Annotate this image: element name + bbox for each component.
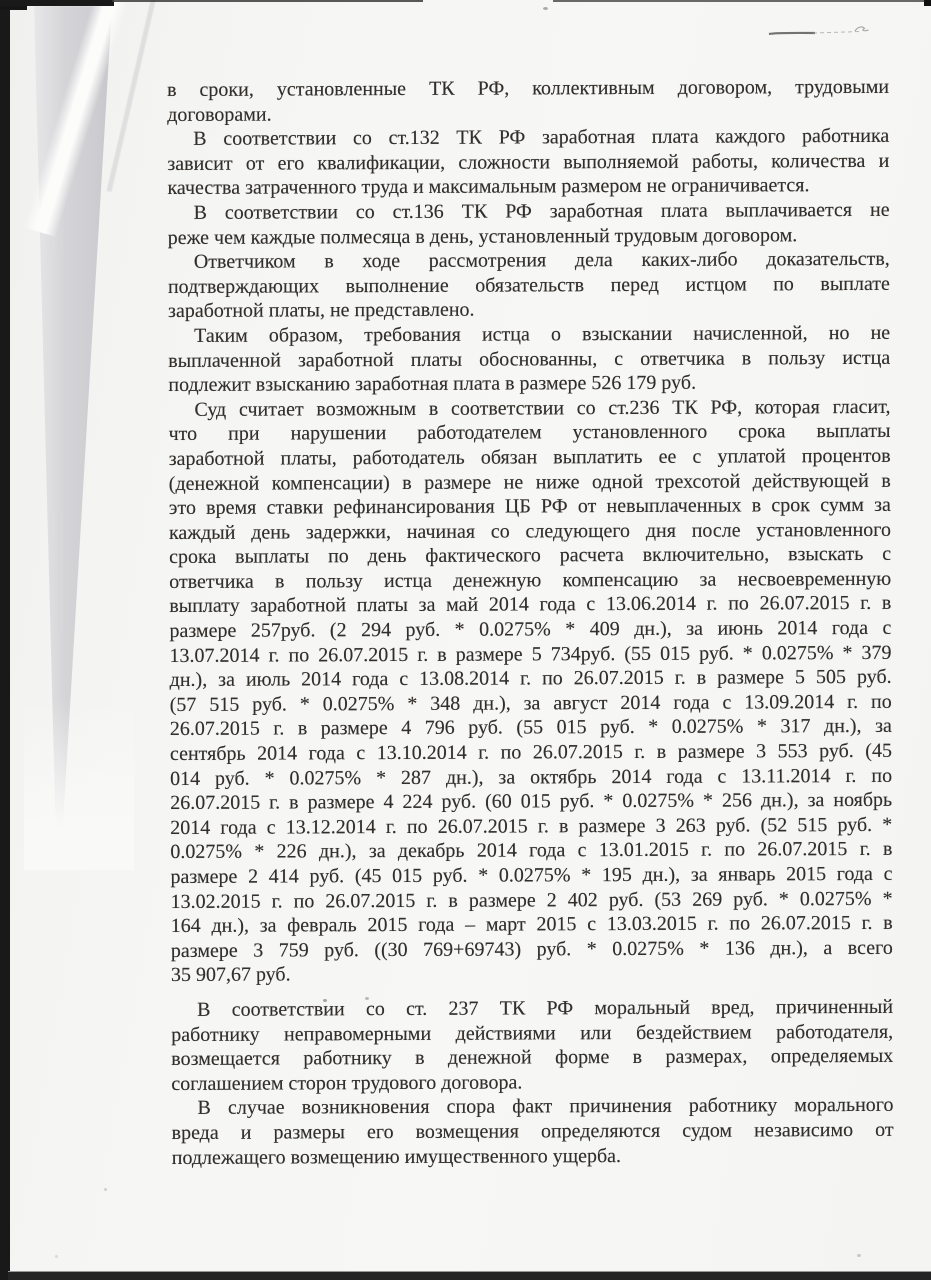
text-line: заработной платы, не представлено.: [167, 299, 475, 323]
text-line: что при нарушении работодателем установленного срока выплаты: [168, 420, 891, 446]
text-line: В случае возникновения спора факт причинения работнику морального: [197, 1094, 894, 1120]
scanner-corner-mark: [924, 0, 931, 6]
text-line: В соответствии со ст.132 ТК РФ заработная плата каждого работника: [193, 125, 890, 151]
text-line: дн.), за июль 2014 года с 13.08.2014 г. по 26.07.2015 г. в размере 5 505 руб.: [169, 666, 892, 692]
text-line: это время ставки рефинансирования ЦБ РФ от невыплаченных в срок сумм за: [168, 493, 891, 520]
text-line: 0.0275% * 226 дн.), за декабрь 2014 года с 13.01.2015 г. по 26.07.2015 г. в: [170, 838, 893, 864]
text-line: качества затраченного труда и максимальным размером не ограничивается.: [167, 174, 810, 200]
text-line: 26.07.2015 г. в размере 4 796 руб. (55 015 руб. * 0.0275% * 317 дн.), за: [169, 715, 892, 741]
text-line: соглашением сторон трудового договора.: [171, 1071, 523, 1095]
ink-speck: [104, 1188, 107, 1191]
text-line: Суд считает возможным в соответствии со ст.236 ТК РФ, которая гласит,: [194, 395, 891, 421]
text-line: подтверждающих выполнение обязательств перед истцом по выплате: [167, 272, 890, 298]
text-line: 014 руб. * 0.0275% * 287 дн.), за октябрь 2014 года с 13.11.2014 г. по: [170, 764, 893, 790]
pencil-smudge-mark: [763, 22, 883, 40]
text-line: В соответствии со ст.136 ТК РФ заработная плата выплачивается не: [193, 198, 890, 224]
text-line: выплату заработной платы за май 2014 года с 13.06.2014 г. по 26.07.2015 г. в: [169, 592, 892, 618]
text-line: выплаченной заработной платы обоснованны, с ответчика в пользу истца: [168, 346, 891, 372]
text-line: ответчика в пользу истца денежную компенсацию за несвоевременную: [169, 567, 892, 593]
scanner-edge-bottom: [8, 1271, 931, 1280]
text-line: 164 дн.), за февраль 2015 года – март 2015 с 13.03.2015 г. по 26.07.2015 г. в: [170, 912, 893, 938]
ink-speck: [543, 7, 548, 10]
ink-speck: [857, 1254, 861, 1257]
text-line: заработной платы, работодатель обязан выплатить ее с уплатой процентов: [168, 444, 891, 470]
ink-speck: [55, 1255, 58, 1258]
text-line: (57 515 руб. * 0.0275% * 348 дн.), за август 2014 года с 13.09.2014 г. по: [169, 690, 892, 716]
paragraph: [167, 124, 889, 201]
text-line: в сроки, установленные ТК РФ, коллективным договором, трудовыми: [167, 75, 890, 101]
text-line: (денежной компенсации) в размере не ниже одной трехсотой действующей в: [168, 469, 891, 495]
text-line: работнику неправомерными действиями или бездействием работодателя,: [171, 1020, 894, 1046]
text-line: размере 3 759 руб. ((30 769+69743) руб. * 0.0275% * 136 дн.), а всего: [170, 936, 893, 962]
text-line: каждый день задержки, начиная со следующего дня после установленного: [168, 518, 892, 544]
text-line: подлежащего возмещению имущественного ущерба.: [171, 1144, 622, 1169]
text-line: 2014 года с 13.12.2014 г. по 26.07.2015 г. в размере 3 263 руб. (52 515 руб. *: [170, 813, 893, 839]
text-line: Таким образом, требования истца о взыскании начисленной, но не: [194, 321, 891, 347]
text-line: 26.07.2015 г. в размере 4 224 руб. (60 015 руб. * 0.0275% * 256 дн.), за ноябрь: [170, 789, 893, 815]
paragraph: [171, 995, 893, 1097]
scanner-edge-left: [0, 0, 10, 1280]
paragraph: [167, 75, 889, 127]
text-line: реже чем каждые полмесяца в день, установленный трудовым договором.: [167, 223, 798, 249]
paragraph: [168, 321, 890, 398]
paragraph: [171, 1093, 893, 1170]
paragraph: [168, 395, 893, 988]
text-line: зависит от его квалификации, сложности выполняемой работы, количества и: [167, 149, 890, 175]
scanner-topline-right: [553, 0, 931, 2]
text-line: Ответчиком в ходе рассмотрения дела каких-либо доказательств,: [193, 248, 890, 274]
scanner-topline-left: [112, 0, 423, 2]
text-line: подлежит взысканию заработная плата в размере 526 179 руб.: [168, 371, 697, 397]
underlay-fade: [24, 700, 134, 870]
text-line: срока выплаты по день фактического расчета включительно, взыскать с: [169, 543, 892, 569]
text-line: договорами.: [167, 103, 272, 126]
text-line: размере 257руб. (2 294 руб. * 0.0275% * 409 дн.), за июнь 2014 года с: [169, 616, 892, 643]
text-line: вреда и размеры его возмещения определяются судом независимо от: [171, 1118, 894, 1144]
text-line: размере 2 414 руб. (45 015 руб. * 0.0275% * 195 дн.), за январь 2015 года с: [170, 862, 893, 888]
text-line: В соответствии со ст. 237 ТК РФ моральный вред, причиненный: [197, 995, 894, 1021]
text-line: 13.02.2015 г. по 26.07.2015 г. в размере 2 402 руб. (53 269 руб. * 0.0275% *: [170, 887, 893, 913]
scanner-edge-top: [0, 0, 114, 6]
text-line: сентябрь 2014 года с 13.10.2014 г. по 26.07.2015 г. в размере 3 553 руб. (45: [169, 739, 892, 766]
paragraph: [168, 247, 890, 324]
text-line: 35 907,67 руб.: [170, 963, 291, 987]
text-line: 13.07.2014 г. по 26.07.2015 г. в размере 5 734руб. (55 015 руб. * 0.0275% * 379: [169, 641, 892, 667]
text-line: возмещается работнику в денежной форме в размерах, определяемых: [171, 1044, 894, 1071]
document-text: [167, 75, 894, 1170]
paragraph: [168, 198, 890, 250]
